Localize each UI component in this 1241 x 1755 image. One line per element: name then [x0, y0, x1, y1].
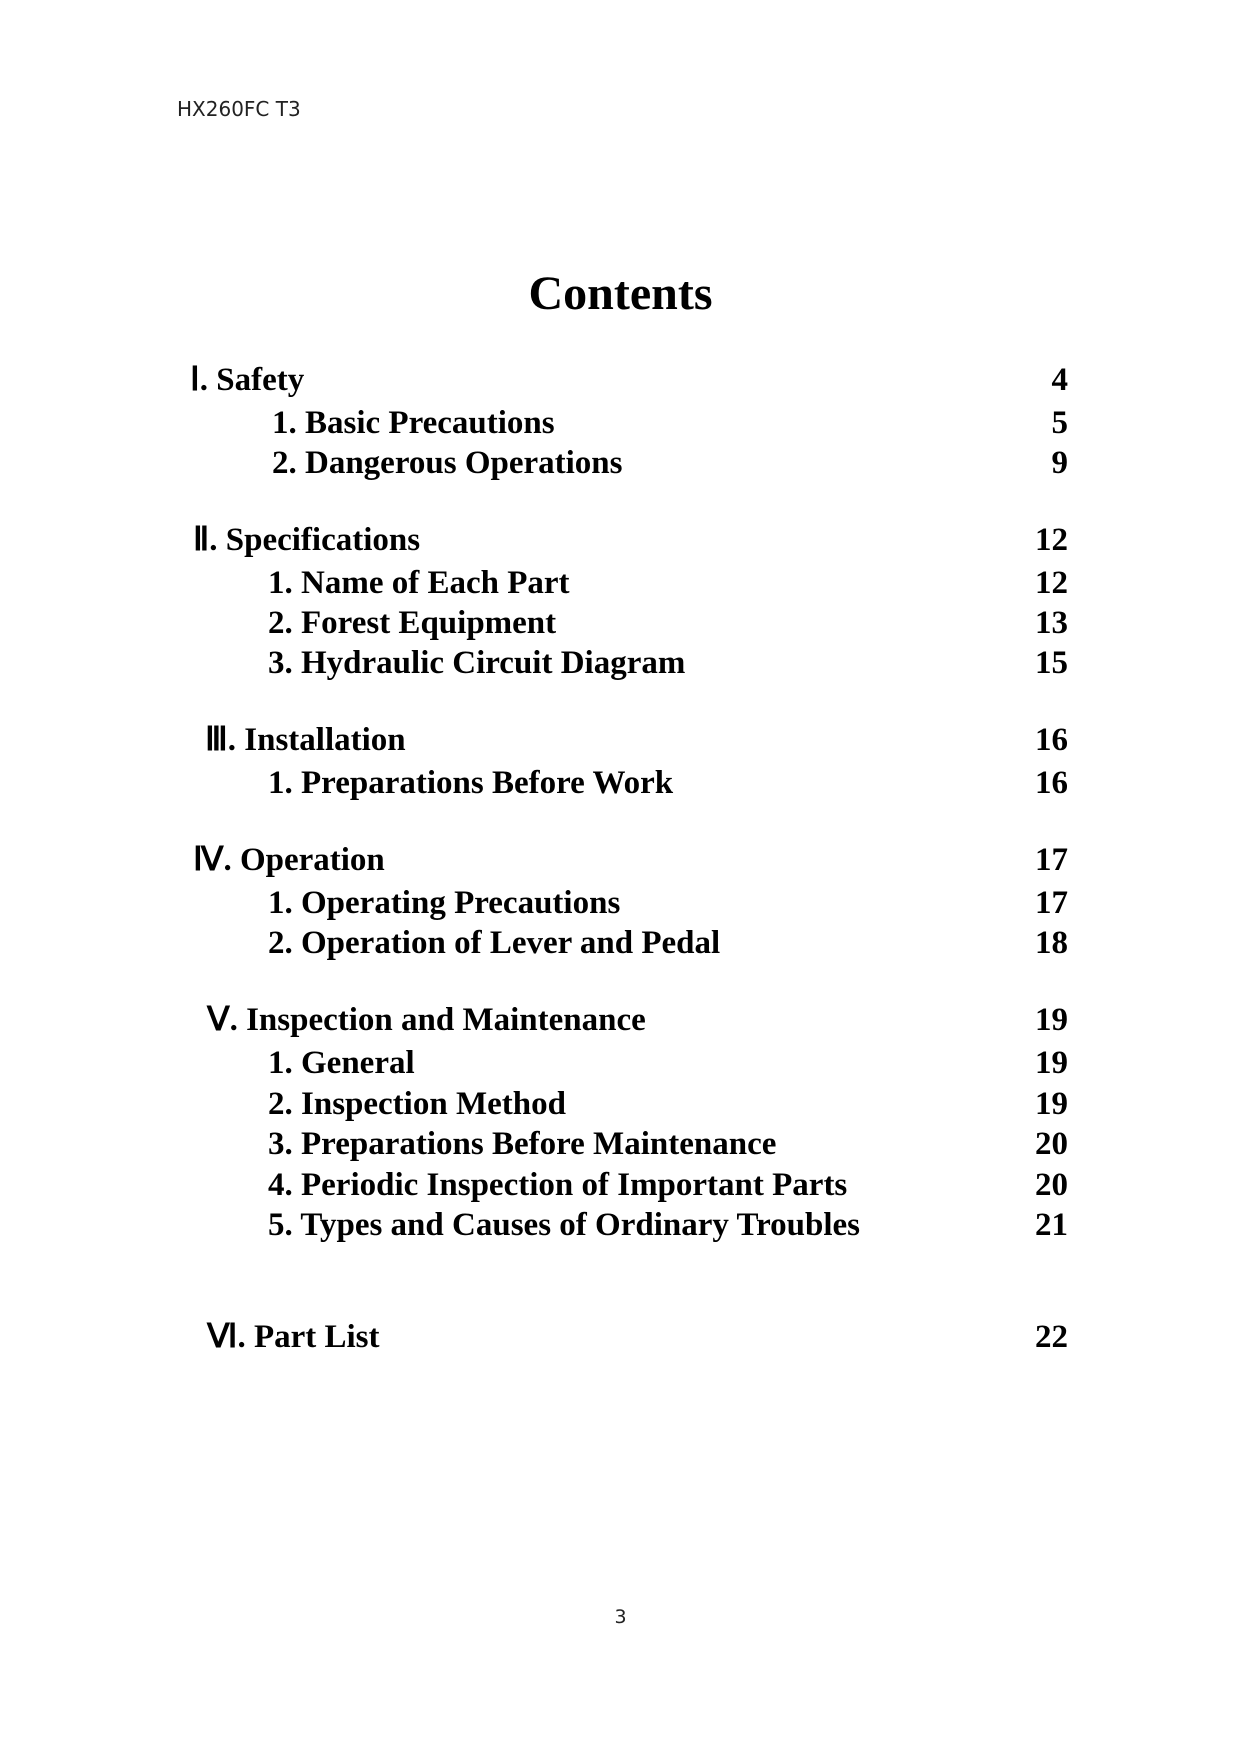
toc-page: 17	[1035, 842, 1068, 878]
toc-page: 20	[1035, 1126, 1068, 1162]
toc-item-operation-of-lever-and-pedal[interactable]	[268, 923, 1068, 963]
toc-item-periodic-inspection[interactable]	[268, 1165, 1068, 1205]
toc-page: 5	[1051, 405, 1068, 441]
toc-page: 9	[1051, 445, 1068, 481]
toc-label: 3. Hydraulic Circuit Diagram	[268, 645, 686, 681]
toc-label: 1. General	[268, 1045, 415, 1081]
toc-section-installation[interactable]	[205, 720, 1068, 760]
toc-page: 13	[1035, 605, 1068, 641]
toc-label: Ⅳ. Operation	[193, 842, 385, 878]
toc-label: 5. Types and Causes of Ordinary Troubles	[268, 1207, 860, 1243]
toc-label: Ⅴ. Inspection and Maintenance	[207, 1002, 646, 1038]
toc-label: 2. Dangerous Operations	[272, 445, 623, 481]
toc-section-operation[interactable]	[193, 840, 1068, 880]
toc-label: Ⅲ. Installation	[205, 722, 406, 758]
toc-page: 12	[1035, 565, 1068, 601]
toc-item-general[interactable]	[268, 1043, 1068, 1083]
toc-item-basic-precautions[interactable]	[272, 403, 1068, 443]
toc-page: 19	[1035, 1002, 1068, 1038]
toc-page: 20	[1035, 1167, 1068, 1203]
page-title: Contents	[528, 267, 713, 320]
toc-page: 15	[1035, 645, 1068, 681]
toc-page: 17	[1035, 885, 1068, 921]
toc-item-operating-precautions[interactable]	[268, 883, 1068, 923]
page-number: 3	[614, 1606, 627, 1628]
toc-page: 19	[1035, 1045, 1068, 1081]
toc-label: Ⅰ. Safety	[190, 362, 305, 398]
toc-label: 1. Operating Precautions	[268, 885, 621, 921]
toc-label: 3. Preparations Before Maintenance	[268, 1126, 777, 1162]
toc-item-hydraulic-circuit-diagram[interactable]	[268, 643, 1068, 683]
document-header-model: HX260FC T3	[177, 97, 301, 121]
toc-label: 2. Inspection Method	[268, 1086, 566, 1122]
toc-page: 21	[1035, 1207, 1068, 1243]
toc-item-dangerous-operations[interactable]	[272, 443, 1068, 483]
toc-item-name-of-each-part[interactable]	[268, 563, 1068, 603]
toc-page: 12	[1035, 522, 1068, 558]
toc-page: 16	[1035, 765, 1068, 801]
toc-page: 16	[1035, 722, 1068, 758]
toc-item-inspection-method[interactable]	[268, 1084, 1068, 1124]
toc-page: 18	[1035, 925, 1068, 961]
toc-section-part-list[interactable]	[207, 1317, 1068, 1357]
toc-item-types-and-causes-of-troubles[interactable]	[268, 1205, 1068, 1245]
toc-label: Ⅱ. Specifications	[193, 522, 421, 558]
toc-section-inspection-and-maintenance[interactable]	[207, 1000, 1068, 1040]
toc-section-specifications[interactable]	[193, 520, 1068, 560]
toc-label: 1. Preparations Before Work	[268, 765, 674, 801]
toc-label: 1. Basic Precautions	[272, 405, 555, 441]
toc-label: 2. Operation of Lever and Pedal	[268, 925, 721, 961]
toc-item-preparations-before-work[interactable]	[268, 763, 1068, 803]
toc-item-preparations-before-maintenance[interactable]	[268, 1124, 1068, 1164]
toc-label: 1. Name of Each Part	[268, 565, 570, 601]
toc-section-safety[interactable]	[190, 360, 1068, 400]
toc-page: 22	[1035, 1319, 1068, 1355]
toc-page: 4	[1051, 362, 1068, 398]
toc-item-forest-equipment[interactable]	[268, 603, 1068, 643]
toc-label: 4. Periodic Inspection of Important Parts	[268, 1167, 848, 1203]
toc-page: 19	[1035, 1086, 1068, 1122]
toc-label: Ⅵ. Part List	[207, 1319, 380, 1355]
toc-label: 2. Forest Equipment	[268, 605, 557, 641]
